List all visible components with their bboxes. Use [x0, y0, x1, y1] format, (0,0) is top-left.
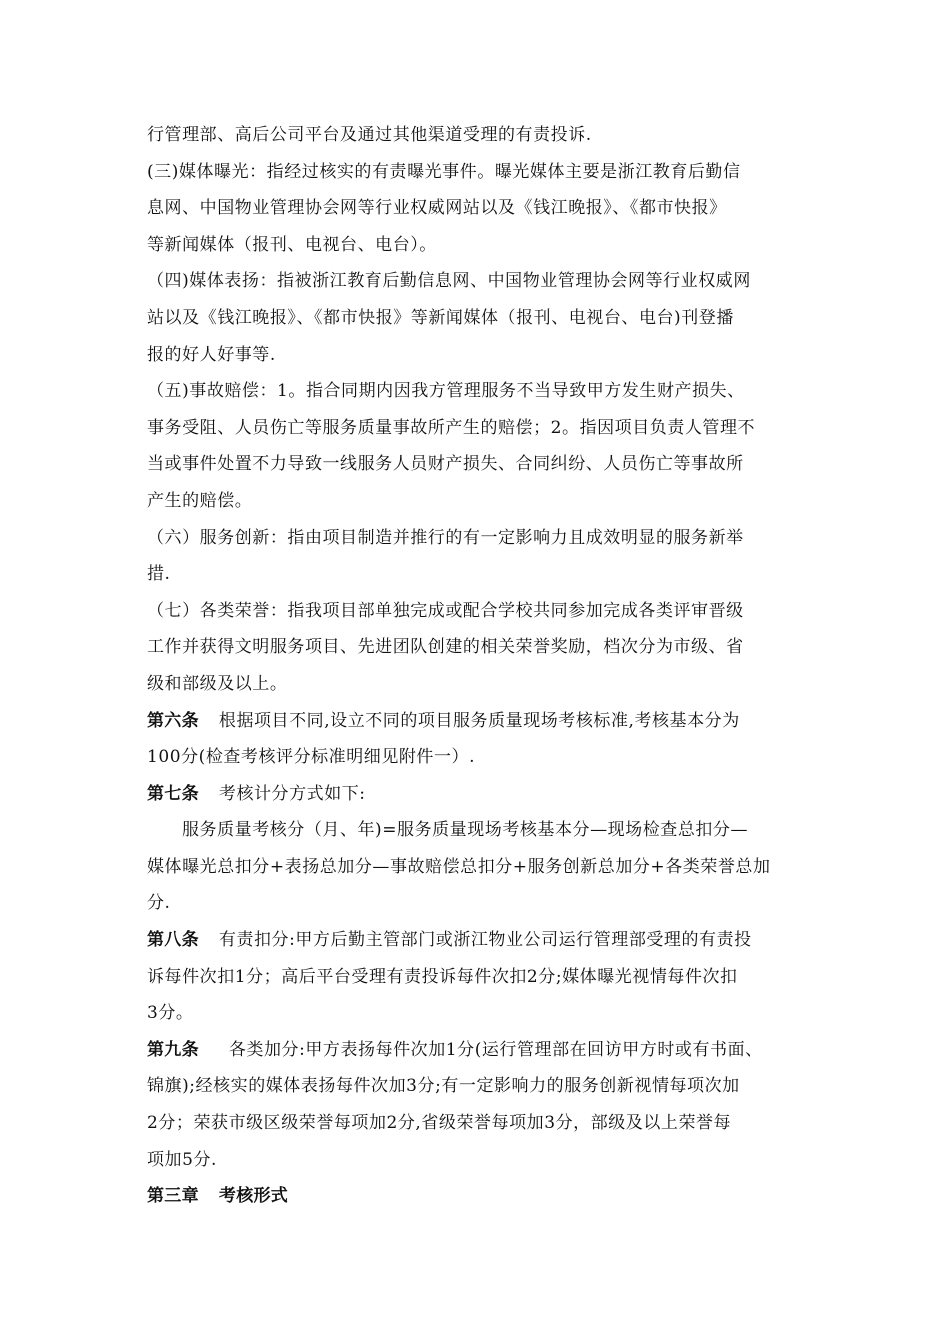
- text-line: 行管理部、高后公司平台及通过其他渠道受理的有责投诉.: [147, 125, 592, 145]
- article-text: 考核计分方式如下:: [218, 783, 366, 804]
- text-line: 站以及《钱江晚报》、《都市快报》等新闻媒体（报刊、电视台、电台)刊登播: [147, 307, 734, 328]
- text-line: 3分。: [147, 1003, 194, 1024]
- document-body: [147, 117, 815, 1215]
- chapter-number: 第三章: [147, 1186, 199, 1207]
- text-line: 息网、中国物业管理协会网等行业权威网站以及《钱江晚报》、《都市快报》: [147, 198, 727, 219]
- text-line: 诉每件次扣1分；高后平台受理有责投诉每件次扣2分;媒体曝光视情每件次扣: [147, 966, 738, 987]
- text-line: 锦旗);经核实的媒体表扬每件次加3分;有一定影响力的服务创新视情每项次加: [147, 1076, 740, 1097]
- article-heading: 第九条: [147, 1039, 199, 1060]
- formula-line: 分.: [147, 893, 171, 914]
- text-line: 事务受阻、人员伤亡等服务质量事故所产生的赔偿；2。指因项目负责人管理不: [147, 417, 756, 438]
- article-heading: 第六条: [147, 710, 199, 731]
- text-line: 产生的赔偿。: [147, 490, 253, 511]
- article-text: 各类加分:甲方表扬每件次加1分(运行管理部在回访甲方时或有书面、: [228, 1039, 763, 1060]
- text-line: 2分；荣获市级区级荣誉每项加2分,省级荣誉每项加3分，部级及以上荣誉每: [147, 1113, 732, 1134]
- text-line: 措.: [147, 564, 171, 585]
- article-8: [147, 922, 815, 959]
- text-line: (三)媒体曝光：指经过核实的有责曝光事件。曝光媒体主要是浙江教育后勤信: [147, 161, 741, 182]
- article-heading: 第七条: [147, 783, 199, 804]
- text-line: （四)媒体表扬：指被浙江教育后勤信息网、中国物业管理协会网等行业权威网: [147, 271, 751, 292]
- text-line: （六）服务创新：指由项目制造并推行的有一定影响力且成效明显的服务新举: [147, 527, 744, 548]
- article-7: [147, 776, 815, 813]
- chapter-heading: [147, 1178, 815, 1215]
- text-line: 报的好人好事等.: [147, 344, 276, 365]
- formula-line: 服务质量考核分（月、年)=服务质量现场考核基本分—现场检查总扣分—: [182, 820, 749, 841]
- article-text: 有责扣分:甲方后勤主管部门或浙江物业公司运行管理部受理的有责投: [218, 930, 752, 951]
- formula-line: 媒体曝光总扣分+表扬总加分—事故赔偿总扣分+服务创新总加分+各类荣誉总加: [147, 856, 771, 877]
- article-text: 根据项目不同,设立不同的项目服务质量现场考核标准,考核基本分为: [218, 710, 740, 731]
- article-6: [147, 703, 815, 740]
- chapter-title: 考核形式: [218, 1186, 289, 1207]
- text-line: 工作并获得文明服务项目、先进团队创建的相关荣誉奖励，档次分为市级、省: [147, 637, 744, 658]
- article-heading: 第八条: [147, 930, 199, 951]
- text-line: （五)事故赔偿：1。指合同期内因我方管理服务不当导致甲方发生财产损失、: [147, 381, 745, 402]
- text-line: 项加5分.: [147, 1149, 217, 1170]
- text-line: 等新闻媒体（报刊、电视台、电台）。: [147, 234, 437, 255]
- text-line: 100分(检查考核评分标准明细见附件一）.: [147, 747, 476, 768]
- text-line: （七）各类荣誉：指我项目部单独完成或配合学校共同参加完成各类评审晋级: [147, 600, 744, 621]
- text-line: 当或事件处置不力导致一线服务人员财产损失、合同纠纷、人员伤亡等事故所: [147, 454, 744, 475]
- text-line: 级和部级及以上。: [147, 673, 288, 694]
- article-9: [147, 1032, 815, 1069]
